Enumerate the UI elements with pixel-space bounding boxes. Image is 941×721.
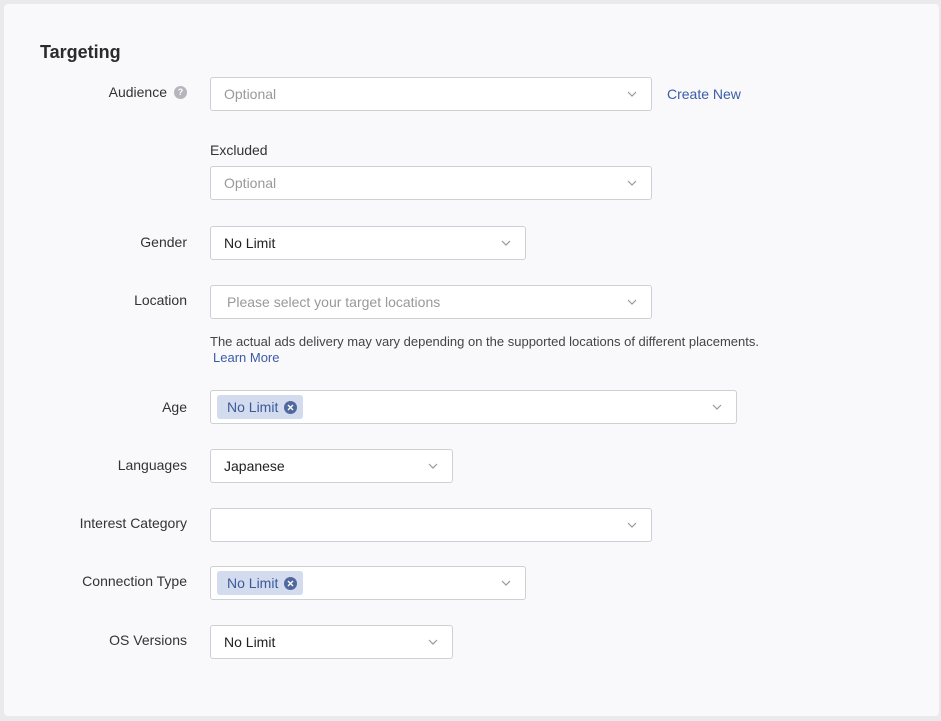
chevron-down-icon	[428, 461, 438, 471]
excluded-label: Excluded	[210, 142, 268, 158]
chevron-down-icon	[627, 297, 637, 307]
gender-value: No Limit	[224, 235, 276, 251]
connection-type-select[interactable]	[210, 566, 526, 600]
location-select[interactable]	[210, 285, 652, 319]
section-title: Targeting	[40, 42, 121, 62]
chevron-down-icon	[627, 178, 637, 188]
location-placeholder: Please select your target locations	[227, 294, 441, 310]
chevron-down-icon	[501, 578, 511, 588]
age-select[interactable]	[210, 390, 737, 424]
excluded-placeholder: Optional	[224, 175, 277, 191]
connection-type-label: Connection Type	[82, 573, 187, 589]
question-circle-icon[interactable]: ?	[174, 86, 187, 99]
create-new-link[interactable]: Create New	[667, 86, 741, 102]
age-tag-label: No Limit	[227, 399, 279, 415]
age-label: Age	[162, 399, 187, 415]
close-icon[interactable]	[284, 577, 297, 590]
gender-label: Gender	[140, 234, 187, 250]
connection-type-tag-label: No Limit	[227, 575, 279, 591]
chevron-down-icon	[712, 402, 722, 412]
chevron-down-icon	[627, 520, 637, 530]
interest-category-select[interactable]	[210, 508, 652, 542]
interest-category-label: Interest Category	[79, 515, 187, 531]
chevron-down-icon	[627, 89, 637, 99]
audience-select[interactable]	[210, 77, 652, 111]
targeting-panel	[4, 4, 939, 716]
os-versions-select[interactable]	[210, 625, 453, 659]
excluded-audience-select[interactable]	[210, 166, 652, 200]
connection-type-tag	[217, 571, 303, 595]
close-icon[interactable]	[284, 401, 297, 414]
audience-placeholder: Optional	[224, 86, 277, 102]
chevron-down-icon	[501, 238, 511, 248]
languages-select[interactable]	[210, 449, 453, 483]
location-label: Location	[134, 292, 187, 308]
location-note: The actual ads delivery may vary depending on the supported locations of different placements.	[210, 334, 759, 349]
languages-value: Japanese	[224, 458, 285, 474]
age-tag	[217, 395, 303, 419]
gender-select[interactable]	[210, 226, 526, 260]
audience-label: Audience ?	[109, 84, 187, 100]
languages-label: Languages	[117, 457, 187, 473]
os-versions-label: OS Versions	[109, 632, 187, 648]
learn-more-link[interactable]: Learn More	[213, 350, 280, 365]
chevron-down-icon	[428, 637, 438, 647]
os-versions-value: No Limit	[224, 634, 276, 650]
